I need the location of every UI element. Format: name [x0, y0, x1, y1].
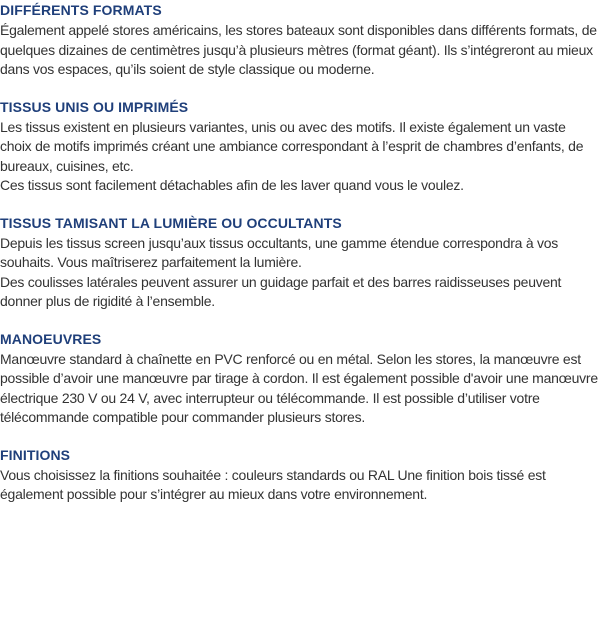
- section-heading: TISSUS UNIS OU IMPRIMÉS: [0, 98, 189, 115]
- section-heading: TISSUS TAMISANT LA LUMIÈRE OU OCCULTANTS: [0, 214, 342, 231]
- section-paragraph: Depuis les tissus screen jusqu’aux tissus occultants, une gamme étendue correspondra à vos souhaits. Vous maîtriserez parfaitement la lumière.: [0, 234, 559, 270]
- section-finishes: [0, 447, 600, 505]
- section-formats: [0, 2, 600, 80]
- section-paragraph: Des coulisses latérales peuvent assurer un guidage parfait et des barres raidisseuses peuvent donner plus de rigidité à l’ensemble.: [0, 273, 562, 309]
- section-paragraph: Également appelé stores américains, les stores bateaux sont disponibles dans différents formats, de quelques dizaines de centimètres jusqu’à plusieurs mètres (format géant). Ils s’intégreront au mieux dans vos espaces, qu’ils soient de style classique ou moderne.: [0, 22, 597, 77]
- section-paragraph: Vous choisissez la finitions souhaitée : couleurs standards ou RAL Une finition bois tissé est également possible pour s’intégrer au mieux dans votre environnement.: [0, 466, 546, 502]
- section-heading: DIFFÉRENTS FORMATS: [0, 2, 162, 18]
- section-heading: MANOEUVRES: [0, 330, 102, 347]
- section-heading: FINITIONS: [0, 446, 71, 463]
- section-light-filtering: [0, 215, 600, 312]
- section-paragraph: Manœuvre standard à chaînette en PVC renforcé ou en métal. Selon les stores, la manœuvre est possible d’avoir une manœuvre par tirage à cordon. Il est également possible d'avoir une manœuvre électrique 230 V ou 24 V, avec interrupteur ou télécommande. Il est possible d’utiliser votre télécommande compatible pour commander plusieurs stores.: [0, 350, 598, 425]
- article-content: [0, 2, 600, 505]
- section-paragraph: Ces tissus sont facilement détachables afin de les laver quand vous le voulez.: [0, 177, 464, 193]
- section-paragraph: Les tissus existent en plusieurs variantes, unis ou avec des motifs. Il existe également un vaste choix de motifs imprimés créant une ambiance correspondant à l’esprit de chambres d’enfants, de bureaux, cuisines, etc.: [0, 118, 584, 174]
- section-fabrics: [0, 99, 600, 196]
- section-operation: [0, 331, 600, 428]
